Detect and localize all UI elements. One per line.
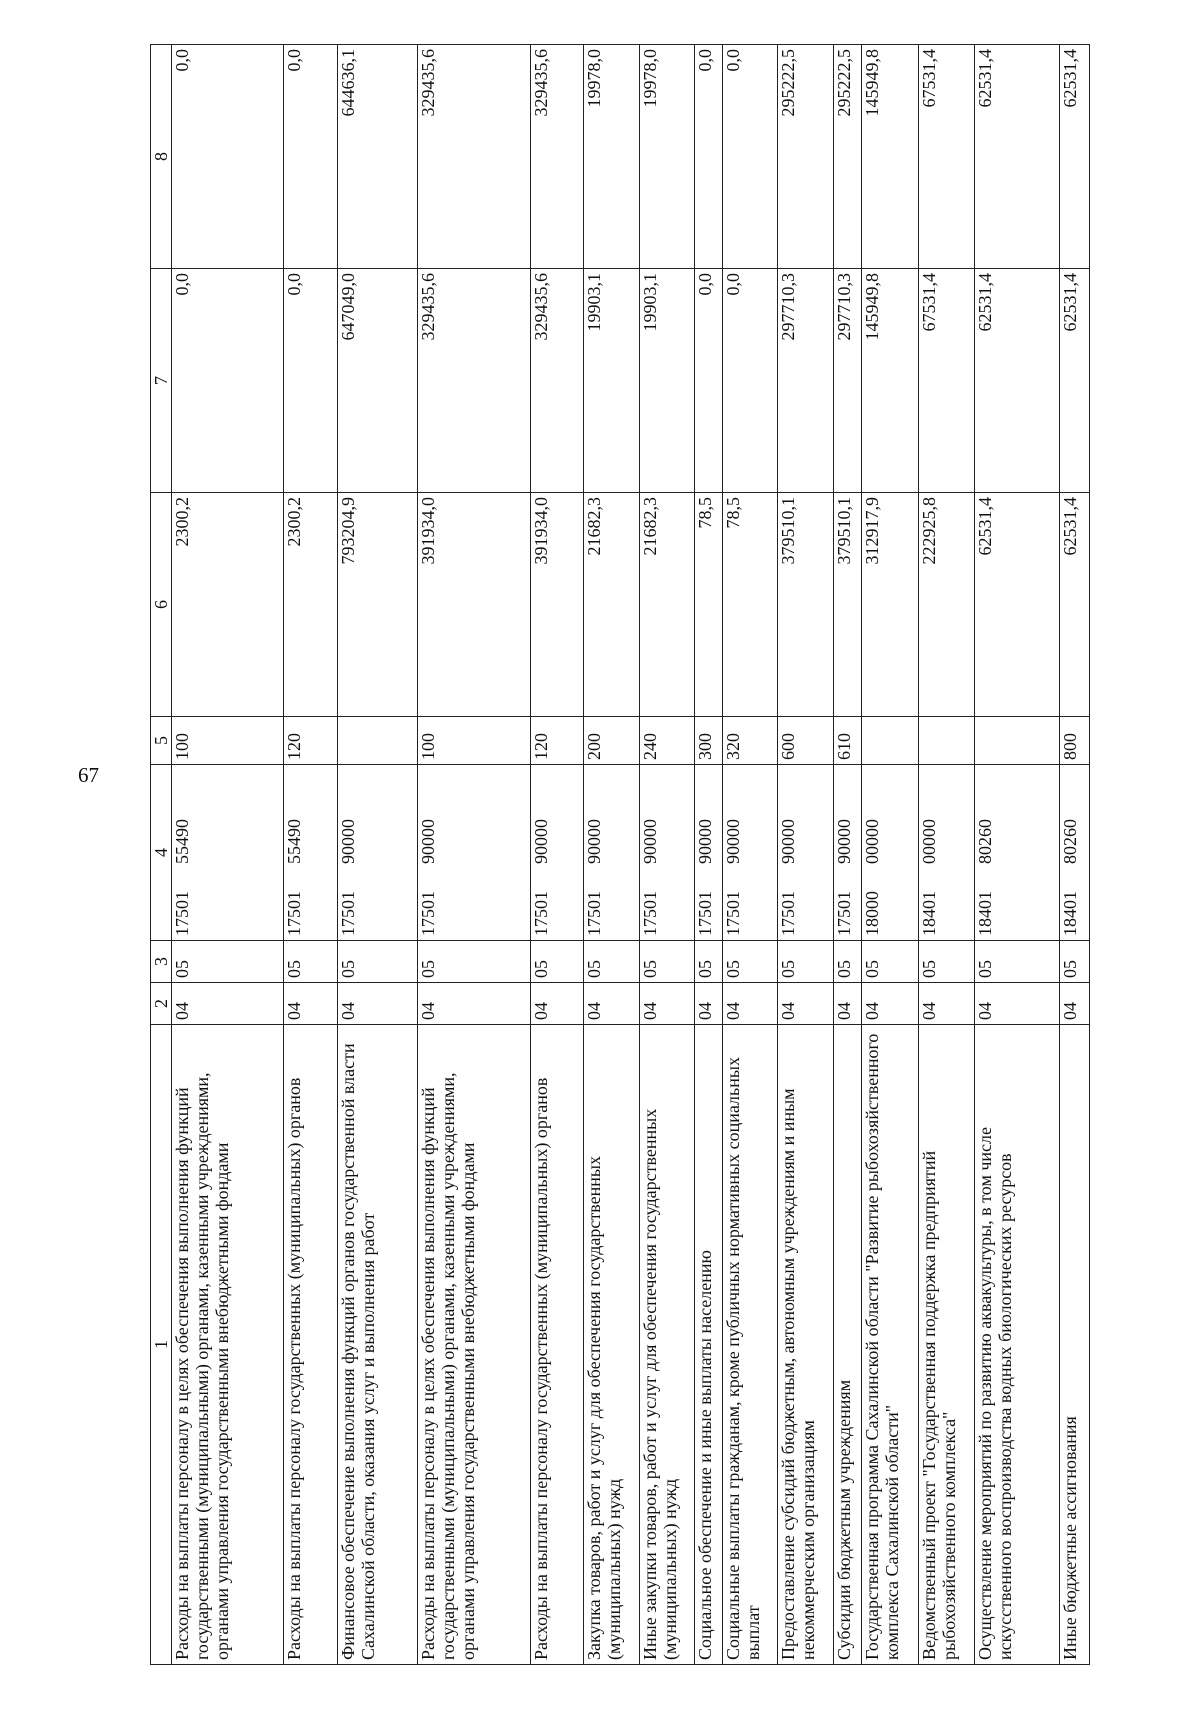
subsection-code: 05 <box>172 941 284 983</box>
amount-col6: 2300,2 <box>284 493 338 717</box>
expense-type-code: 320 <box>723 717 778 765</box>
table-row <box>418 45 530 1665</box>
table-row <box>862 45 918 1665</box>
rotated-page <box>150 45 1090 1665</box>
target-article-code <box>284 765 338 941</box>
amount-col7: 0,0 <box>172 269 284 493</box>
target-article-code <box>530 765 584 941</box>
table-row <box>974 45 1060 1665</box>
amount-col8: 62531,4 <box>1060 45 1090 269</box>
table-row <box>284 45 338 1665</box>
expense-type-code: 600 <box>778 717 834 765</box>
expense-type-code: 240 <box>640 717 695 765</box>
expense-type-code <box>862 717 918 765</box>
target-article-part: 17501 <box>723 891 744 936</box>
subsection-code: 05 <box>834 941 862 983</box>
amount-col7: 67531,4 <box>918 269 974 493</box>
target-article-part: 90000 <box>418 819 439 864</box>
target-article-code <box>695 765 723 941</box>
target-article-part: 90000 <box>695 819 716 864</box>
row-name: Предоставление субсидий бюджетным, автономным учреждениям и иным некоммерческим организациям <box>778 1025 834 1665</box>
target-article-part: 80260 <box>1060 819 1081 864</box>
target-article-part: 17501 <box>584 891 605 936</box>
expense-type-code: 120 <box>284 717 338 765</box>
amount-col7: 647049,0 <box>337 269 417 493</box>
expense-type-code: 100 <box>418 717 530 765</box>
target-article-part: 17501 <box>172 891 192 936</box>
table-row <box>640 45 695 1665</box>
expense-type-code <box>974 717 1060 765</box>
amount-col8: 0,0 <box>284 45 338 269</box>
budget-table <box>150 44 1090 1665</box>
subsection-code: 05 <box>695 941 723 983</box>
page-number: 67 <box>78 763 99 787</box>
amount-col6: 62531,4 <box>974 493 1060 717</box>
table-row <box>695 45 723 1665</box>
subsection-code: 05 <box>862 941 918 983</box>
amount-col8: 67531,4 <box>918 45 974 269</box>
target-article-code <box>1060 765 1090 941</box>
target-article-code <box>418 765 530 941</box>
amount-col8: 62531,4 <box>974 45 1060 269</box>
target-article-code <box>723 765 778 941</box>
subsection-code: 05 <box>337 941 417 983</box>
section-code: 04 <box>778 983 834 1025</box>
amount-col7: 297710,3 <box>778 269 834 493</box>
section-code: 04 <box>530 983 584 1025</box>
subsection-code: 05 <box>778 941 834 983</box>
subsection-code: 05 <box>1060 941 1090 983</box>
row-name: Государственная программа Сахалинской области "Развитие рыбохозяйственного комплекса Сахалинской области" <box>862 1025 918 1665</box>
amount-col8: 295222,5 <box>778 45 834 269</box>
target-article-part: 18401 <box>918 891 939 936</box>
target-article-part: 55490 <box>172 819 192 864</box>
amount-col6: 78,5 <box>723 493 778 717</box>
section-code: 04 <box>695 983 723 1025</box>
header-row <box>151 45 172 1665</box>
target-article-part: 18401 <box>974 891 995 936</box>
row-name: Иные закупки товаров, работ и услуг для обеспечения государственных (муниципальных) нужд <box>640 1025 695 1665</box>
amount-col6: 379510,1 <box>778 493 834 717</box>
target-article-part: 90000 <box>778 819 799 864</box>
subsection-code: 05 <box>723 941 778 983</box>
row-name: Ведомственный проект "Государственная поддержка предприятий рыбохозяйственного комплекса" <box>918 1025 974 1665</box>
row-name: Расходы на выплаты персоналу государственных (муниципальных) органов <box>284 1025 338 1665</box>
expense-type-code: 610 <box>834 717 862 765</box>
target-article-code <box>918 765 974 941</box>
section-code: 04 <box>1060 983 1090 1025</box>
target-article-part: 90000 <box>723 819 744 864</box>
section-code: 04 <box>918 983 974 1025</box>
target-article-part: 80260 <box>974 819 995 864</box>
amount-col6: 21682,3 <box>584 493 640 717</box>
amount-col8: 0,0 <box>172 45 284 269</box>
amount-col8: 19978,0 <box>640 45 695 269</box>
target-article-part: 17501 <box>284 891 305 936</box>
target-article-part: 90000 <box>584 819 605 864</box>
row-name: Расходы на выплаты персоналу государственных (муниципальных) органов <box>530 1025 584 1665</box>
subsection-code: 05 <box>640 941 695 983</box>
table-row <box>584 45 640 1665</box>
expense-type-code <box>337 717 417 765</box>
amount-col7: 0,0 <box>695 269 723 493</box>
target-article-code <box>172 765 284 941</box>
row-name: Финансовое обеспечение выполнения функций органов государственной власти Сахалинской области, оказания услуг и выполнения работ <box>337 1025 417 1665</box>
table-row <box>834 45 862 1665</box>
header-cell: 8 <box>151 45 172 269</box>
amount-col8: 0,0 <box>695 45 723 269</box>
subsection-code: 05 <box>974 941 1060 983</box>
expense-type-code: 120 <box>530 717 584 765</box>
target-article-part: 17501 <box>530 891 551 936</box>
section-code: 04 <box>172 983 284 1025</box>
section-code: 04 <box>640 983 695 1025</box>
header-cell: 6 <box>151 493 172 717</box>
section-code: 04 <box>418 983 530 1025</box>
section-code: 04 <box>284 983 338 1025</box>
target-article-part: 17501 <box>640 891 661 936</box>
amount-col7: 0,0 <box>284 269 338 493</box>
target-article-code <box>778 765 834 941</box>
section-code: 04 <box>337 983 417 1025</box>
amount-col7: 329435,6 <box>530 269 584 493</box>
target-article-code <box>584 765 640 941</box>
amount-col6: 21682,3 <box>640 493 695 717</box>
amount-col8: 329435,6 <box>418 45 530 269</box>
table-row <box>1060 45 1090 1665</box>
row-name: Закупка товаров, работ и услуг для обеспечения государственных (муниципальных) нужд <box>584 1025 640 1665</box>
subsection-code: 05 <box>918 941 974 983</box>
amount-col6: 379510,1 <box>834 493 862 717</box>
amount-col7: 0,0 <box>723 269 778 493</box>
subsection-code: 05 <box>530 941 584 983</box>
target-article-part: 90000 <box>530 819 551 864</box>
subsection-code: 05 <box>284 941 338 983</box>
table-row <box>778 45 834 1665</box>
target-article-code <box>974 765 1060 941</box>
amount-col6: 222925,8 <box>918 493 974 717</box>
target-article-code <box>862 765 918 941</box>
amount-col6: 2300,2 <box>172 493 284 717</box>
table-row <box>337 45 417 1665</box>
row-name: Расходы на выплаты персоналу в целях обеспечения выполнения функций государственными (муниципальными) органами, казенными учреждениями, органами управления государственными внебюджетными фондами <box>418 1025 530 1665</box>
amount-col7: 329435,6 <box>418 269 530 493</box>
target-article-part: 90000 <box>834 819 855 864</box>
target-article-part: 18401 <box>1060 891 1081 936</box>
header-cell: 5 <box>151 717 172 765</box>
header-cell: 1 <box>151 1025 172 1665</box>
amount-col6: 62531,4 <box>1060 493 1090 717</box>
target-article-part: 90000 <box>337 819 358 864</box>
target-article-part: 17501 <box>695 891 716 936</box>
target-article-part: 18000 <box>862 891 883 936</box>
row-name: Субсидии бюджетным учреждениям <box>834 1025 862 1665</box>
section-code: 04 <box>862 983 918 1025</box>
amount-col6: 78,5 <box>695 493 723 717</box>
amount-col6: 312917,9 <box>862 493 918 717</box>
amount-col6: 793204,9 <box>337 493 417 717</box>
header-cell: 3 <box>151 941 172 983</box>
section-code: 04 <box>974 983 1060 1025</box>
header-cell: 7 <box>151 269 172 493</box>
row-name: Социальные выплаты гражданам, кроме публичных нормативных социальных выплат <box>723 1025 778 1665</box>
table-row <box>172 45 284 1665</box>
subsection-code: 05 <box>418 941 530 983</box>
amount-col8: 19978,0 <box>584 45 640 269</box>
subsection-code: 05 <box>584 941 640 983</box>
amount-col8: 0,0 <box>723 45 778 269</box>
target-article-part: 55490 <box>284 819 305 864</box>
expense-type-code: 300 <box>695 717 723 765</box>
amount-col8: 145949,8 <box>862 45 918 269</box>
amount-col7: 19903,1 <box>584 269 640 493</box>
table-row <box>530 45 584 1665</box>
target-article-part: 17501 <box>778 891 799 936</box>
header-cell: 4 <box>151 765 172 941</box>
amount-col7: 62531,4 <box>974 269 1060 493</box>
section-code: 04 <box>584 983 640 1025</box>
amount-col8: 644636,1 <box>337 45 417 269</box>
expense-type-code <box>918 717 974 765</box>
amount-col7: 19903,1 <box>640 269 695 493</box>
target-article-part: 00000 <box>862 819 883 864</box>
row-name: Осуществление мероприятий по развитию аквакультуры, в том числе искусственного воспроизводства водных биологических ресурсов <box>974 1025 1060 1665</box>
section-code: 04 <box>834 983 862 1025</box>
amount-col6: 391934,0 <box>418 493 530 717</box>
target-article-part: 17501 <box>834 891 855 936</box>
row-name: Расходы на выплаты персоналу в целях обеспечения выполнения функций государственными (муниципальными) органами, казенными учреждениями, органами управления государственными внебюджетными фондами <box>172 1025 284 1665</box>
amount-col8: 295222,5 <box>834 45 862 269</box>
expense-type-code: 800 <box>1060 717 1090 765</box>
row-name: Иные бюджетные ассигнования <box>1060 1025 1090 1665</box>
target-article-code <box>337 765 417 941</box>
header-cell: 2 <box>151 983 172 1025</box>
target-article-part: 90000 <box>640 819 661 864</box>
expense-type-code: 100 <box>172 717 284 765</box>
target-article-code <box>834 765 862 941</box>
target-article-part: 17501 <box>418 891 439 936</box>
target-article-code <box>640 765 695 941</box>
target-article-part: 00000 <box>918 819 939 864</box>
table-row <box>723 45 778 1665</box>
expense-type-code: 200 <box>584 717 640 765</box>
amount-col8: 329435,6 <box>530 45 584 269</box>
amount-col7: 145949,8 <box>862 269 918 493</box>
amount-col7: 297710,3 <box>834 269 862 493</box>
table-row <box>918 45 974 1665</box>
section-code: 04 <box>723 983 778 1025</box>
row-name: Социальное обеспечение и иные выплаты населению <box>695 1025 723 1665</box>
target-article-part: 17501 <box>337 891 358 936</box>
amount-col7: 62531,4 <box>1060 269 1090 493</box>
amount-col6: 391934,0 <box>530 493 584 717</box>
